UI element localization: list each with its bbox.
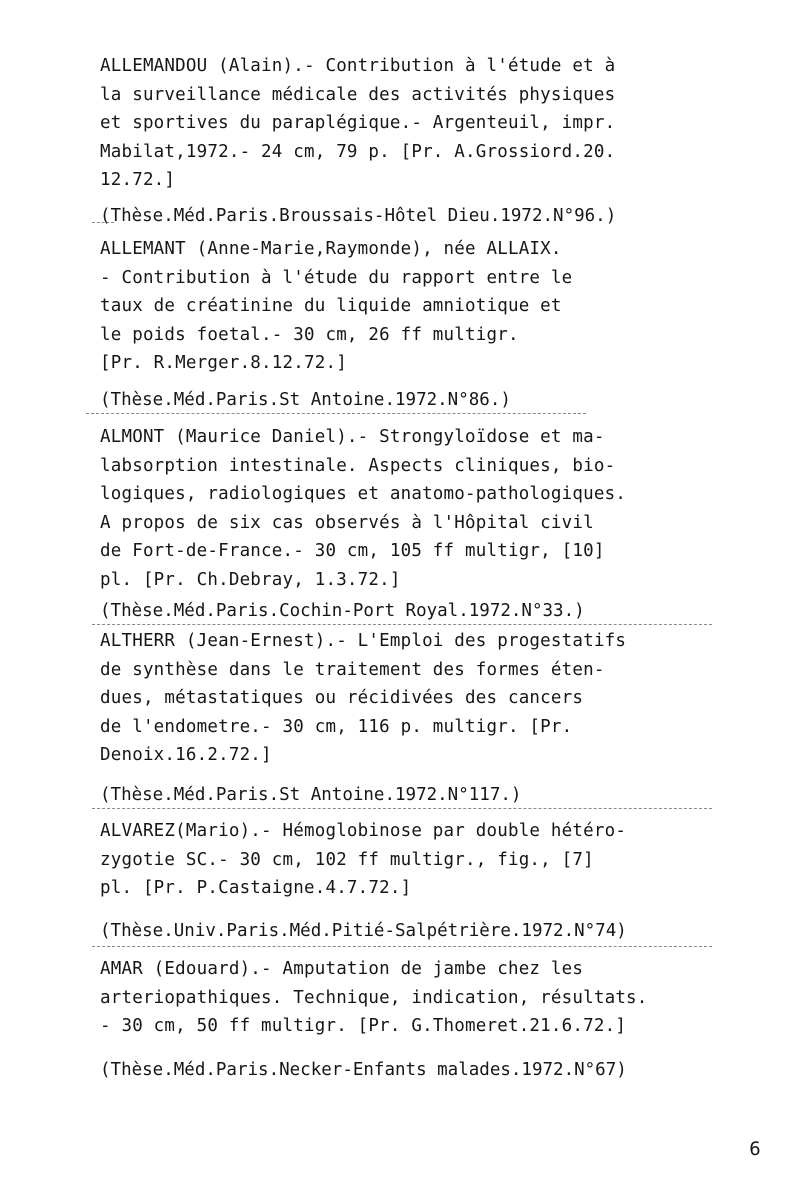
bibliographic-entry: ALLEMANT (Anne-Marie,Raymonde), née ALLAIX. - Contribution à l'étude du rapport entre le taux de créatinine du liquide amniotique et le poids foetal.- 30 cm, 26 ff multigr. [Pr. R.Merger.8.12.72.] (100, 239, 573, 373)
bibliographic-entry: ALVAREZ(Mario).- Hémoglobinose par double hétéro- zygotie SC.- 30 cm, 102 ff multigr., fig., [7] pl. [Pr. P.Castaigne.4.7.72.] (100, 821, 627, 898)
bibliographic-entry: ALMONT (Maurice Daniel).- Strongyloïdose et ma- labsorption intestinale. Aspects cliniques, bio- logiques, radiologiques et anatomo-pathologiques. A propos de six cas observés à l'Hôpital civil de Fort-de-France.- 30 cm, 105 ff multigr, [10] pl. [Pr. Ch.Debray, 1.3.72.] (100, 427, 627, 590)
thesis-reference: (Thèse.Méd.Paris.St Antoine.1972.N°117.) (100, 785, 522, 805)
bibliographic-entry: ALLEMANDOU (Alain).- Contribution à l'étude et à la surveillance médicale des activités physiques et sportives du paraplégique.- Argenteuil, impr. Mabilat,1972.- 24 cm, 79 p. [Pr. A.Grossiord.20. 12.72.] (100, 56, 616, 190)
bibliographic-entry: ALTHERR (Jean-Ernest).- L'Emploi des progestatifs de synthèse dans le traitement des formes éten- dues, métastatiques ou récidivées des cancers de l'endometre.- 30 cm, 116 p. multigr. [Pr. Denoix.16.2.72.] (100, 631, 627, 765)
separator-rule (92, 624, 712, 625)
thesis-reference: (Thèse.Univ.Paris.Méd.Pitié-Salpétrière.1972.N°74) (100, 921, 627, 941)
bibliographic-entry: AMAR (Edouard).- Amputation de jambe chez les arteriopathiques. Technique, indication, résultats. - 30 cm, 50 ff multigr. [Pr. G.Thomeret.21.6.72.] (100, 959, 648, 1036)
separator-rule (86, 413, 586, 414)
thesis-reference: (Thèse.Méd.Paris.Broussais-Hôtel Dieu.1972.N°96.) (100, 206, 617, 226)
page-number: 6 (749, 1138, 761, 1160)
thesis-reference: (Thèse.Méd.Paris.Cochin-Port Royal.1972.N°33.) (100, 601, 585, 621)
thesis-reference: (Thèse.Méd.Paris.Necker-Enfants malades.1972.N°67) (100, 1060, 627, 1080)
thesis-reference: (Thèse.Méd.Paris.St Antoine.1972.N°86.) (100, 390, 511, 410)
separator-rule (92, 946, 712, 947)
separator-rule (92, 808, 712, 809)
